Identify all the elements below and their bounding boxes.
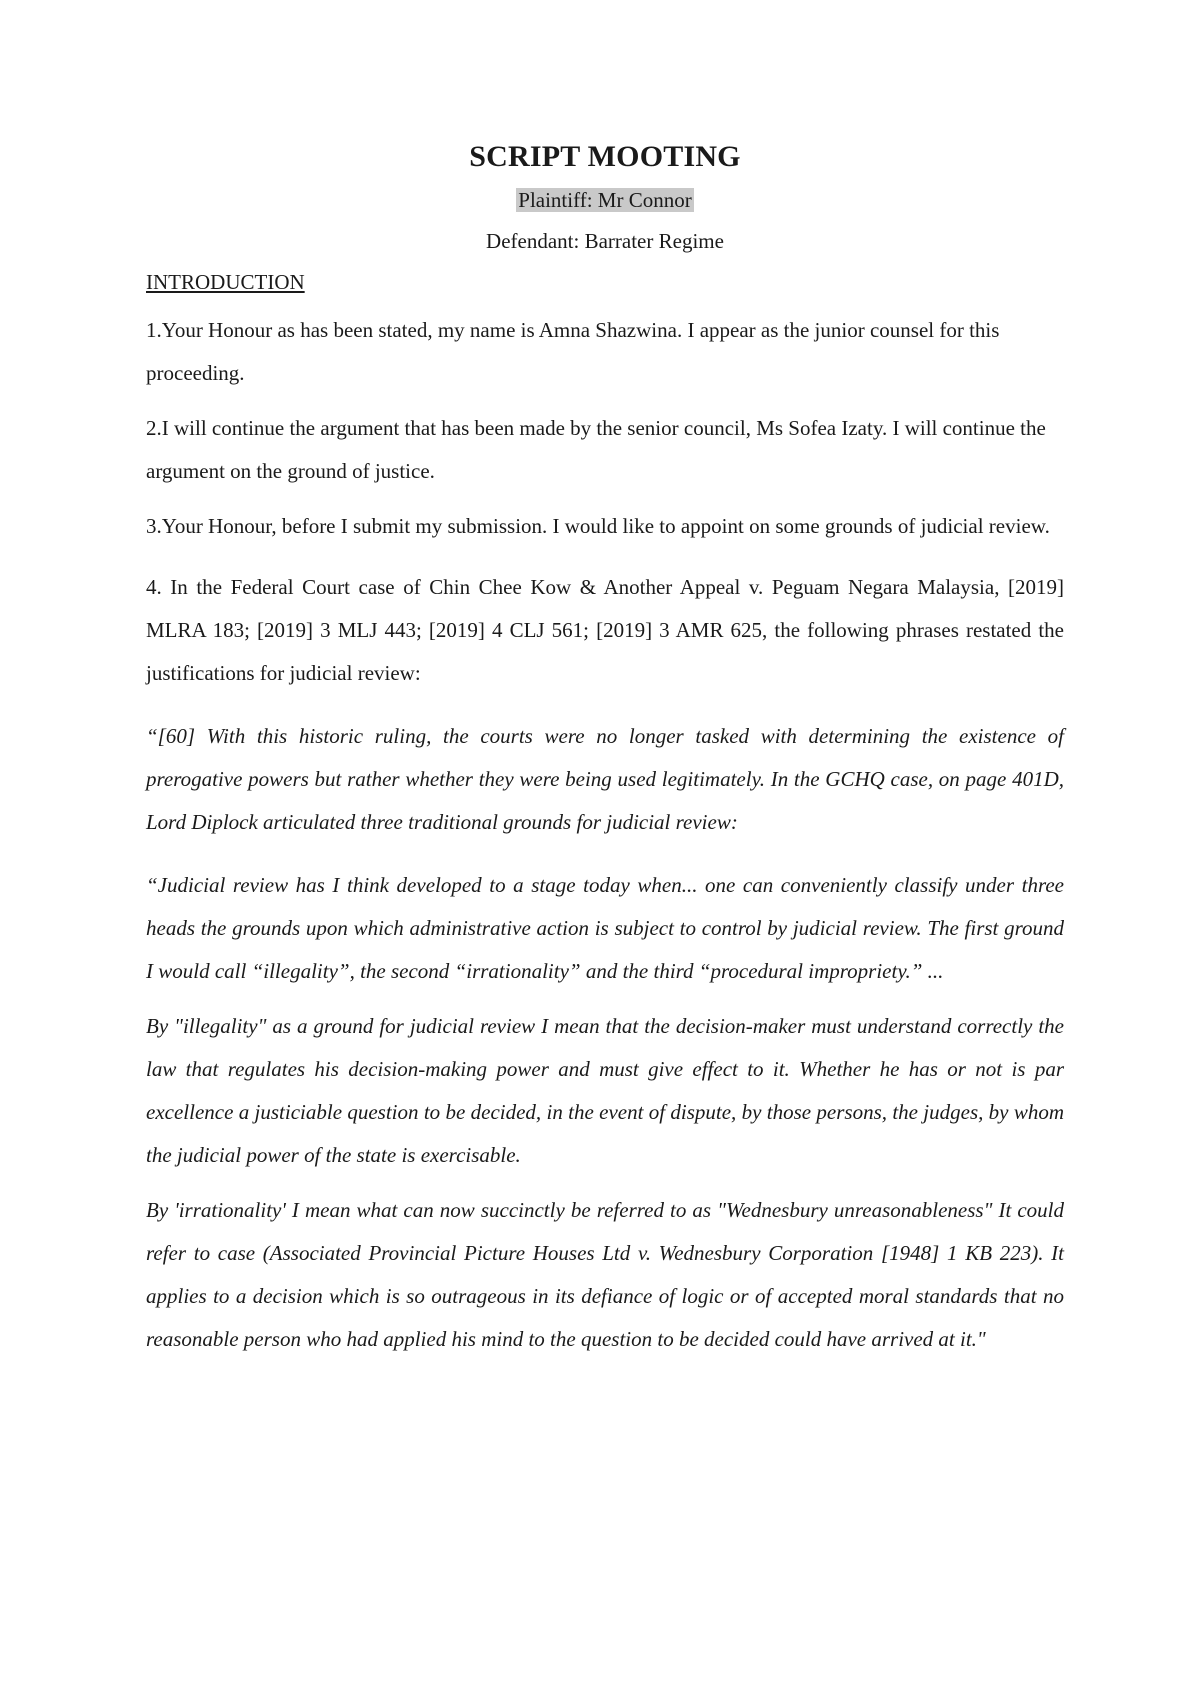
- paragraph-4: 4. In the Federal Court case of Chin Chee Kow & Another Appeal v. Peguam Negara Malaysia, [2019] MLRA 183; [2019] 3 MLJ 443; [2019] 4 CLJ 561; [2019] 3 AMR 625, the following phrases restated the justifications for judicial review:: [146, 575, 1064, 685]
- paragraph-1: 1.Your Honour as has been stated, my name is Amna Shazwina. I appear as the junior counsel for this proceeding.: [146, 318, 1000, 385]
- document-page: [146, 140, 1064, 1373]
- plaintiff-highlight: Plaintiff: Mr Connor: [518, 188, 692, 212]
- paragraph-3: 3.Your Honour, before I submit my submission. I would like to appoint on some grounds of judicial review.: [146, 514, 1050, 538]
- quote-3: By "illegality" as a ground for judicial review I mean that the decision-maker must understand correctly the law that regulates his decision-making power and must give effect to it. Whether he has or not is par excellence a justiciable question to be decided, in the event of dispute, by those persons, the judges, by whom the judicial power of the state is exercisable.: [146, 1014, 1064, 1167]
- quote-4: By 'irrationality' I mean what can now succinctly be referred to as "Wednesbury unreasonableness" It could refer to case (Associated Provincial Picture Houses Ltd v. Wednesbury Corporation [1948] 1 KB 223). It applies to a decision which is so outrageous in its defiance of logic or of accepted moral standards that no reasonable person who had applied his mind to the question to be decided could have arrived at it.": [146, 1198, 1064, 1351]
- paragraph-2: 2.I will continue the argument that has been made by the senior council, Ms Sofea Izaty. I will continue the argument on the ground of justice.: [146, 416, 1046, 483]
- quote-2: “Judicial review has I think developed to a stage today when... one can conveniently classify under three heads the grounds upon which administrative action is subject to control by judicial review. The first ground I would call “illegality”, the second “irrationality” and the third “procedural impropriety.” ...: [146, 873, 1064, 983]
- defendant-line: Defendant: Barrater Regime: [486, 229, 724, 253]
- plaintiff-line: [146, 188, 1064, 213]
- quote-1: “[60] With this historic ruling, the courts were no longer tasked with determining the existence of prerogative powers but rather whether they were being used legitimately. In the GCHQ case, on page 401D, Lord Diplock articulated three traditional grounds for judicial review:: [146, 724, 1064, 834]
- document-title: SCRIPT MOOTING: [469, 140, 741, 173]
- section-heading-introduction: INTRODUCTION: [146, 270, 305, 294]
